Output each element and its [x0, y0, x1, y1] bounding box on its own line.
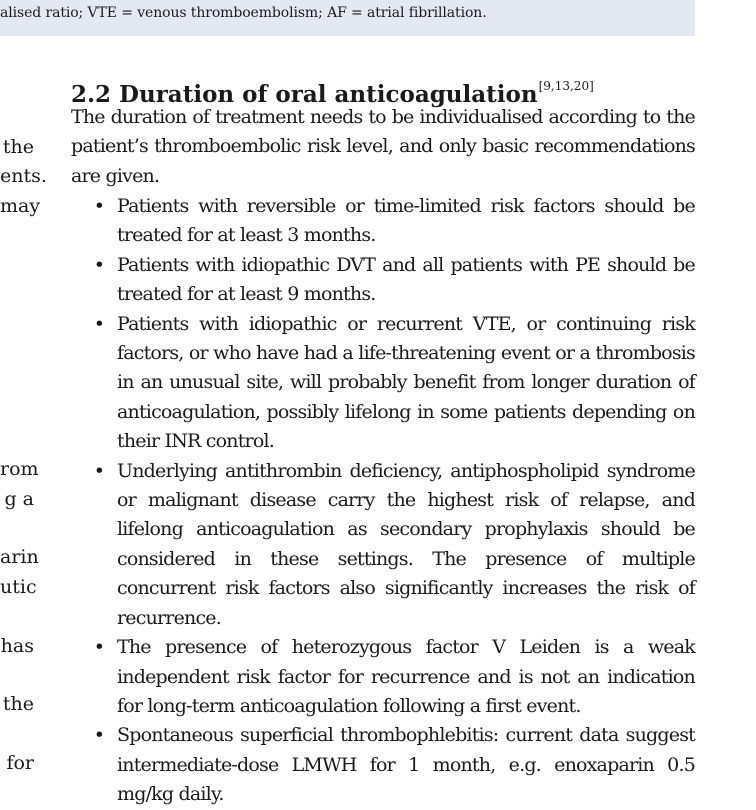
bullet-icon: •: [93, 724, 105, 747]
left-column-fragment: arin: [0, 546, 39, 568]
bullet-icon: •: [93, 459, 105, 482]
section-heading-text: 2.2 Duration of oral anticoagulation: [71, 81, 538, 108]
list-item-text: Underlying antithrombin deficiency, antiphospholipid syndrome or malignant disease carry the highest risk of relapse, and lifelong anticoagulation as secondary prophylaxis should be considered in these settings. The presence of multiple concurrent risk factors also significantly increases the risk of recurrence.: [117, 459, 695, 629]
left-column-fragment: the: [2, 136, 34, 158]
left-column-fragment: ents.: [0, 165, 47, 187]
recommendation-list: [71, 192, 695, 810]
left-column-fragment: for: [6, 752, 34, 774]
list-item-text: Spontaneous superficial thrombophlebitis: current data suggest intermediate-dose LMWH for 1 month, e.g. enoxaparin 0.5 mg/kg daily.: [117, 724, 695, 806]
list-item-text: Patients with idiopathic DVT and all patients with PE should be treated for at least 9 months.: [117, 253, 695, 306]
bullet-icon: •: [93, 312, 105, 335]
list-item-text: Patients with idiopathic or recurrent VTE, or continuing risk factors, or who have had a life-threatening event or a thrombosis in an unusual site, will probably benefit from longer duration of anticoagulation, possibly lifelong in some patients depending on their INR control.: [117, 312, 695, 453]
left-column-fragment: may: [0, 195, 41, 217]
list-item: [71, 457, 695, 633]
list-item: [71, 251, 695, 310]
left-column-fragment: rom: [0, 458, 39, 480]
list-item: [71, 192, 695, 251]
left-column-fragment: g a: [4, 488, 34, 510]
list-item-text: Patients with reversible or time-limited risk factors should be treated for at least 3 months.: [117, 195, 695, 247]
left-column-fragment: the: [2, 693, 34, 715]
bullet-icon: •: [93, 636, 105, 659]
left-column-fragment: has: [0, 635, 34, 657]
list-item: [71, 633, 695, 721]
citation-reference: [9,13,20]: [538, 79, 594, 93]
list-item: [71, 721, 695, 809]
intro-paragraph: The duration of treatment needs to be individualised according to the patient’s thromboembolic risk level, and only basic recommendations are given.: [71, 106, 695, 187]
table-footnote-band: [0, 0, 695, 36]
table-footnote-text: alised ratio; VTE = venous thromboembolism; AF = atrial fibrillation.: [0, 5, 487, 21]
bullet-icon: •: [93, 253, 105, 276]
bullet-icon: •: [93, 195, 105, 217]
left-column-fragment: utic: [0, 576, 37, 598]
list-item: [71, 310, 695, 457]
list-item-text: The presence of heterozygous factor V Leiden is a weak independent risk factor for recurrence and is not an indication for long-term anticoagulation following a first event.: [117, 636, 695, 717]
